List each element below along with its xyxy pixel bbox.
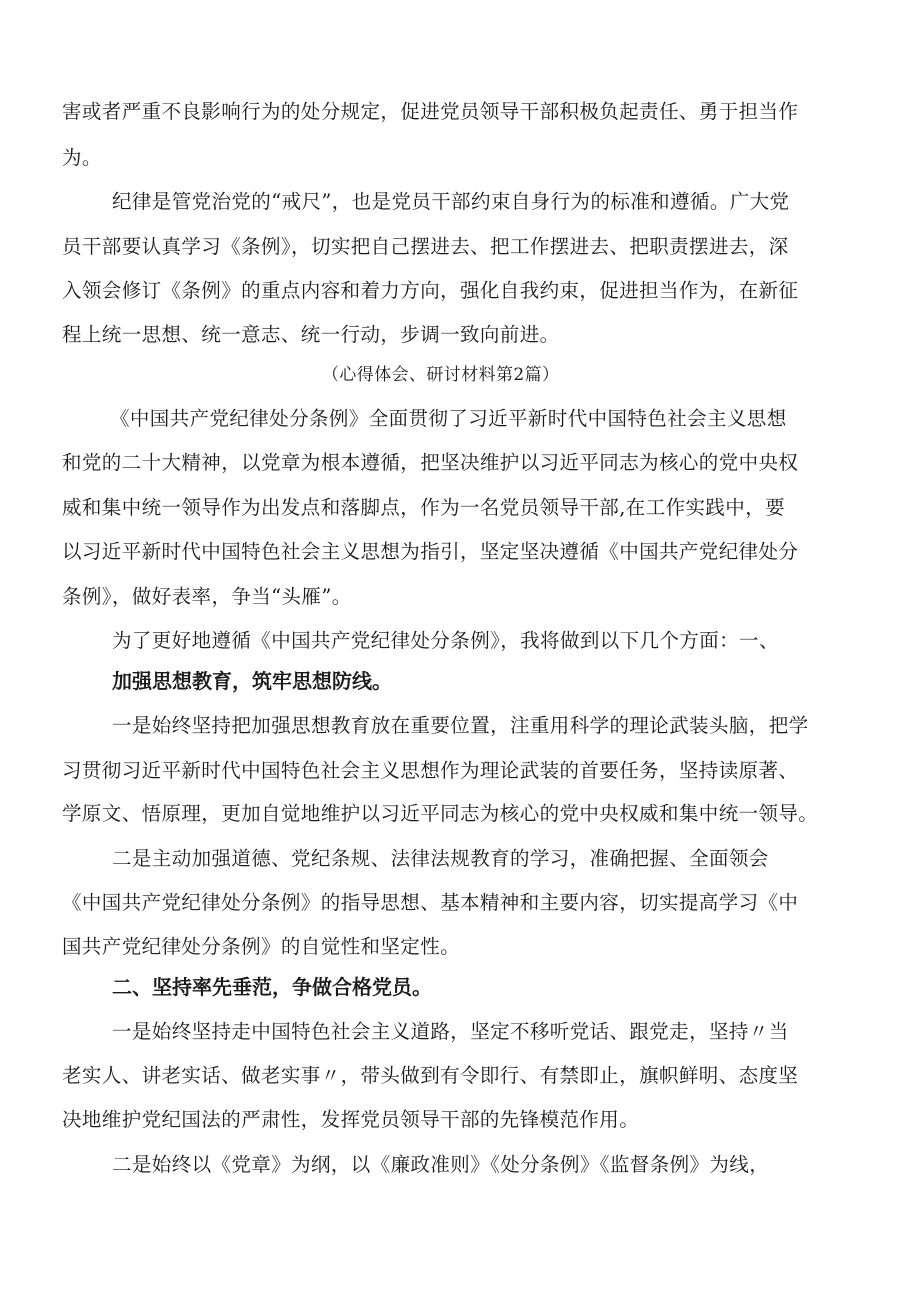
text-line: 学原文、悟原理，更加自觉地维护以习近平同志为核心的党中央权威和集中统一领导。 xyxy=(62,802,819,825)
text-line: 程上统一思想、统一意志、统一行动，步调一致向前进。 xyxy=(62,323,560,346)
text-line: 国共产党纪律处分条例》的自觉性和坚定性。 xyxy=(62,935,461,958)
text-line: 二是始终以《党章》为纲，以《廉政准则》《处分条例》《监督条例》为线， xyxy=(112,1153,770,1176)
text-line: 害或者严重不良影响行为的处分规定，促进党员领导干部积极负起责任、勇于担当作 xyxy=(62,100,799,123)
text-line: 员干部要认真学习《条例》，切实把自己摆进去、把工作摆进去、把职责摆进去，深 xyxy=(62,235,789,258)
text-line: 一是始终坚持走中国特色社会主义道路，坚定不移听党话、跟党走，坚持〃当 xyxy=(112,1020,789,1043)
text-line: 一是始终坚持把加强思想教育放在重要位置，注重用科学的理论武装头脑，把学 xyxy=(112,714,809,737)
subheading: 二、坚持率先垂范，争做合格党员。 xyxy=(112,975,432,999)
text-line: 习贯彻习近平新时代中国特色社会主义思想作为理论武装的首要任务，坚持读原著、 xyxy=(62,759,799,782)
text-line: 入领会修订《条例》的重点内容和着力方向，强化自我约束，促进担当作为，在新征 xyxy=(62,279,799,302)
text-line: 二是主动加强道德、党纪条规、法律法规教育的学习，准确把握、全面领会 xyxy=(112,847,769,870)
text-line: 《中国共产党纪律处分条例》的指导思想、基本精神和主要内容，切实提高学习《中 xyxy=(62,891,799,914)
text-line: 老实人、讲老实话、做老实事〃，带头做到有令即行、有禁即止，旗帜鲜明、态度坚 xyxy=(62,1064,799,1087)
subheading: 加强思想教育，筑牢思想防线。 xyxy=(112,669,392,693)
text-line: 条例》，做好表率，争当“头雁”。 xyxy=(62,585,352,608)
text-line: 为。 xyxy=(62,146,102,169)
text-line: 以习近平新时代中国特色社会主义思想为指引，坚定坚决遵循《中国共产党纪律处分 xyxy=(62,540,799,563)
text-line: 纪律是管党治党的“戒尺”，也是党员干部约束自身行为的标准和遵循。广大党 xyxy=(112,190,790,213)
text-line: 《中国共产党纪律处分条例》全面贯彻了习近平新时代中国特色社会主义思想 xyxy=(110,407,787,430)
text-line: 和党的二十大精神，以党章为根本遵循，把坚决维护以习近平同志为核心的党中央权 xyxy=(62,451,799,474)
text-line: 为了更好地遵循《中国共产党纪律处分条例》，我将做到以下几个方面：一、 xyxy=(112,629,779,652)
text-line: 决地维护党纪国法的严肃性，发挥党员领导干部的先锋模范作用。 xyxy=(62,1108,640,1131)
text-line: 威和集中统一领导作为出发点和落脚点，作为一名党员领导干部,在工作实践中，要 xyxy=(62,496,785,519)
section-heading: （心得体会、研讨材料第2篇） xyxy=(322,365,560,385)
